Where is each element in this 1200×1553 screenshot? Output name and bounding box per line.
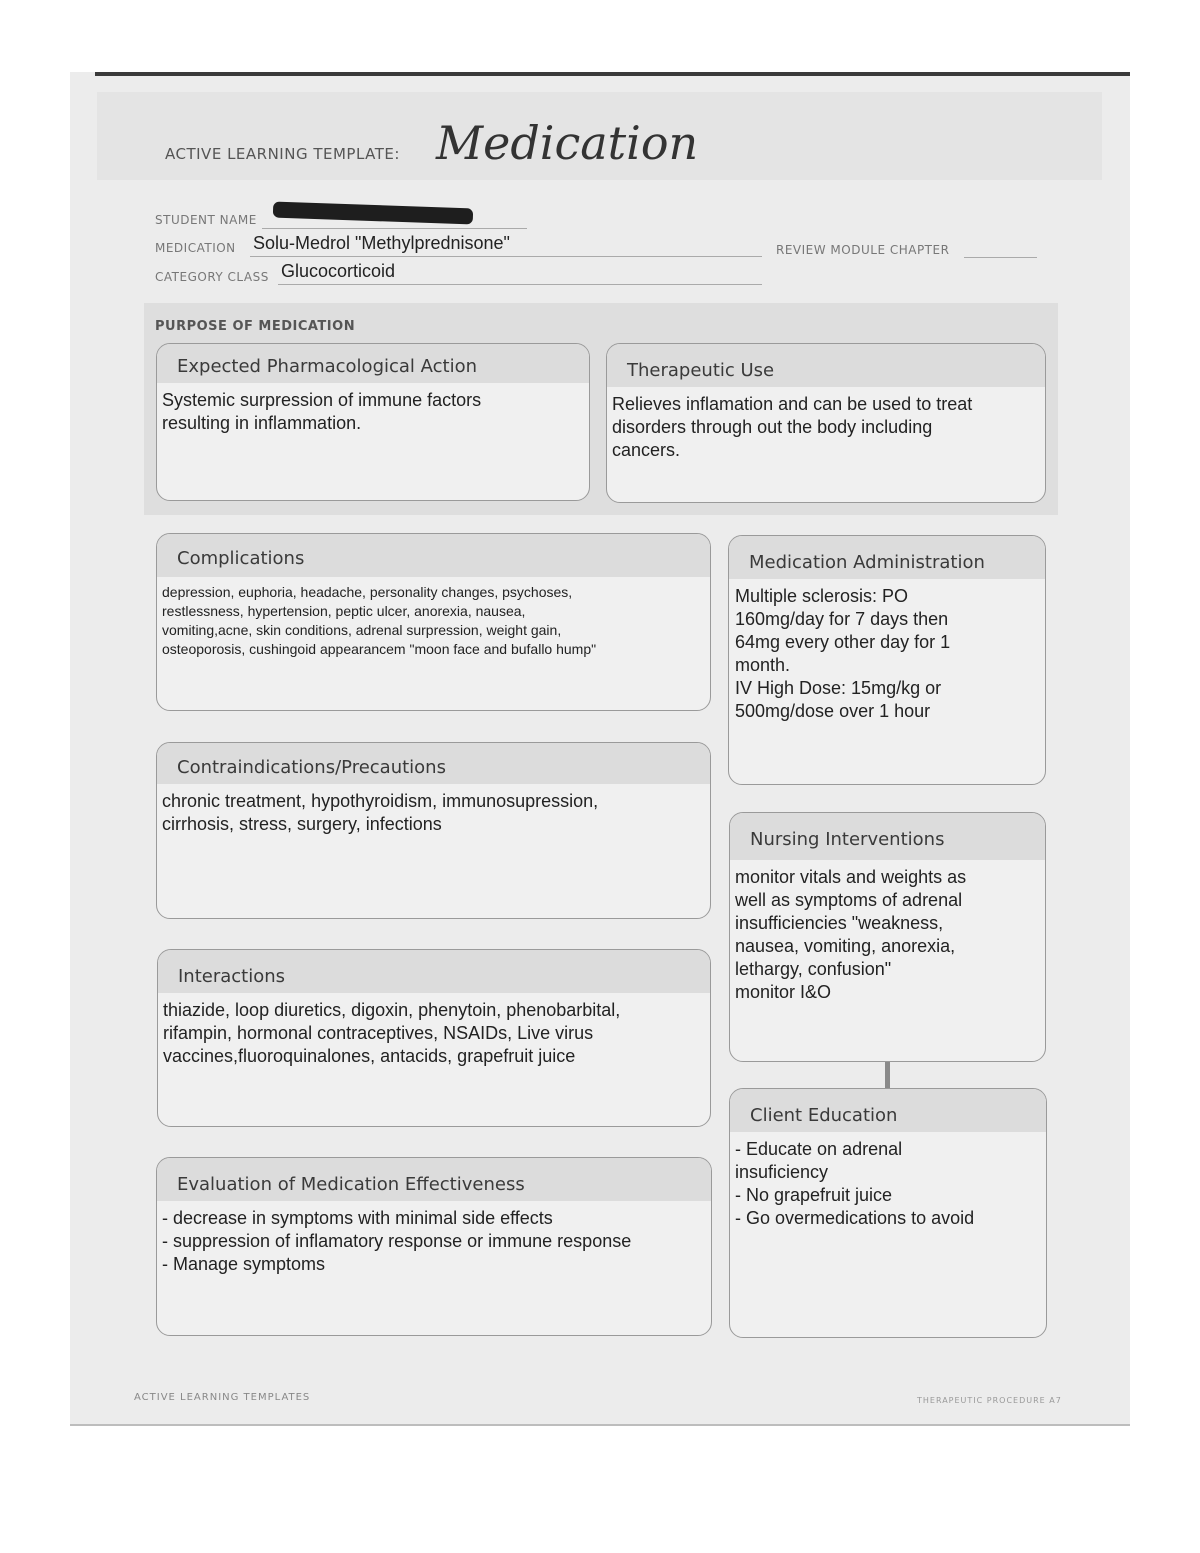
contraindications-title: Contraindications/Precautions bbox=[157, 743, 710, 784]
nursing-interventions-text[interactable]: monitor vitals and weights as well as symptoms of adrenal insufficiencies "weakness, nausea, vomiting, anorexia, lethargy, confusion" monitor I&O bbox=[735, 867, 967, 1002]
complications-text[interactable]: depression, euphoria, headache, personality changes, psychoses, restlessness, hypertension, peptic ulcer, anorexia, nausea, vomiting,acne, skin conditions, adrenal surpression, weight gain, osteoporosis, cushingoid appearancem "moon face and bufallo hump" bbox=[162, 584, 597, 657]
review-module-label: REVIEW MODULE CHAPTER bbox=[776, 243, 950, 257]
page-title: Medication bbox=[436, 116, 699, 170]
client-education-text[interactable]: - Educate on adrenal insuficiency - No grapefruit juice - Go overmedications to avoid bbox=[735, 1139, 975, 1228]
student-name-line bbox=[262, 228, 527, 229]
category-class-label: CATEGORY CLASS bbox=[155, 270, 269, 284]
expected-action-text[interactable]: Systemic surpression of immune factors resulting in inflammation. bbox=[162, 390, 482, 433]
interactions-box bbox=[157, 949, 711, 1127]
administration-box bbox=[728, 535, 1046, 785]
complications-title: Complications bbox=[157, 534, 710, 577]
complications-box bbox=[156, 533, 711, 711]
template-label: ACTIVE LEARNING TEMPLATE: bbox=[165, 145, 400, 163]
therapeutic-use-text[interactable]: Relieves inflamation and can be used to treat disorders through out the body including cancers. bbox=[612, 394, 973, 460]
expected-action-box bbox=[156, 343, 590, 501]
box-connector bbox=[885, 1062, 890, 1088]
medication-label: MEDICATION bbox=[155, 241, 236, 255]
administration-title: Medication Administration bbox=[729, 536, 1045, 579]
footer-left: ACTIVE LEARNING TEMPLATES bbox=[134, 1392, 311, 1403]
therapeutic-use-box bbox=[606, 343, 1046, 503]
interactions-title: Interactions bbox=[158, 950, 710, 993]
administration-text[interactable]: Multiple sclerosis: PO 160mg/day for 7 days then 64mg every other day for 1 month. IV High Dose: 15mg/kg or 500mg/dose over 1 hour bbox=[735, 586, 951, 721]
evaluation-text[interactable]: - decrease in symptoms with minimal side effects - suppression of inflamatory response or immune response - Manage symptoms bbox=[162, 1208, 632, 1274]
client-education-title: Client Education bbox=[730, 1089, 1046, 1132]
nursing-interventions-title: Nursing Interventions bbox=[730, 813, 1045, 860]
therapeutic-use-title: Therapeutic Use bbox=[607, 344, 1045, 387]
expected-action-title: Expected Pharmacological Action bbox=[157, 344, 589, 383]
footer-right: THERAPEUTIC PROCEDURE A7 bbox=[917, 1396, 1062, 1405]
evaluation-title: Evaluation of Medication Effectiveness bbox=[157, 1158, 711, 1201]
review-module-line[interactable] bbox=[964, 257, 1037, 258]
student-name-label: STUDENT NAME bbox=[155, 213, 257, 227]
nursing-interventions-box bbox=[729, 812, 1046, 1062]
contraindications-text[interactable]: chronic treatment, hypothyroidism, immunosupression, cirrhosis, stress, surgery, infections bbox=[162, 791, 599, 834]
medication-line bbox=[250, 256, 762, 257]
interactions-text[interactable]: thiazide, loop diuretics, digoxin, phenytoin, phenobarbital, rifampin, hormonal contraceptives, NSAIDs, Live virus vaccines,fluoroquinalones, antacids, grapefruit juice bbox=[163, 1000, 621, 1066]
contraindications-box bbox=[156, 742, 711, 919]
client-education-box bbox=[729, 1088, 1047, 1338]
scan-edge-bottom bbox=[70, 1424, 1130, 1426]
scan-edge-top bbox=[95, 72, 1130, 76]
category-class-value[interactable]: Glucocorticoid bbox=[281, 261, 396, 281]
medication-value[interactable]: Solu-Medrol "Methylprednisone" bbox=[253, 233, 510, 253]
category-class-line bbox=[278, 284, 762, 285]
evaluation-box bbox=[156, 1157, 712, 1336]
purpose-label: PURPOSE OF MEDICATION bbox=[155, 319, 356, 334]
